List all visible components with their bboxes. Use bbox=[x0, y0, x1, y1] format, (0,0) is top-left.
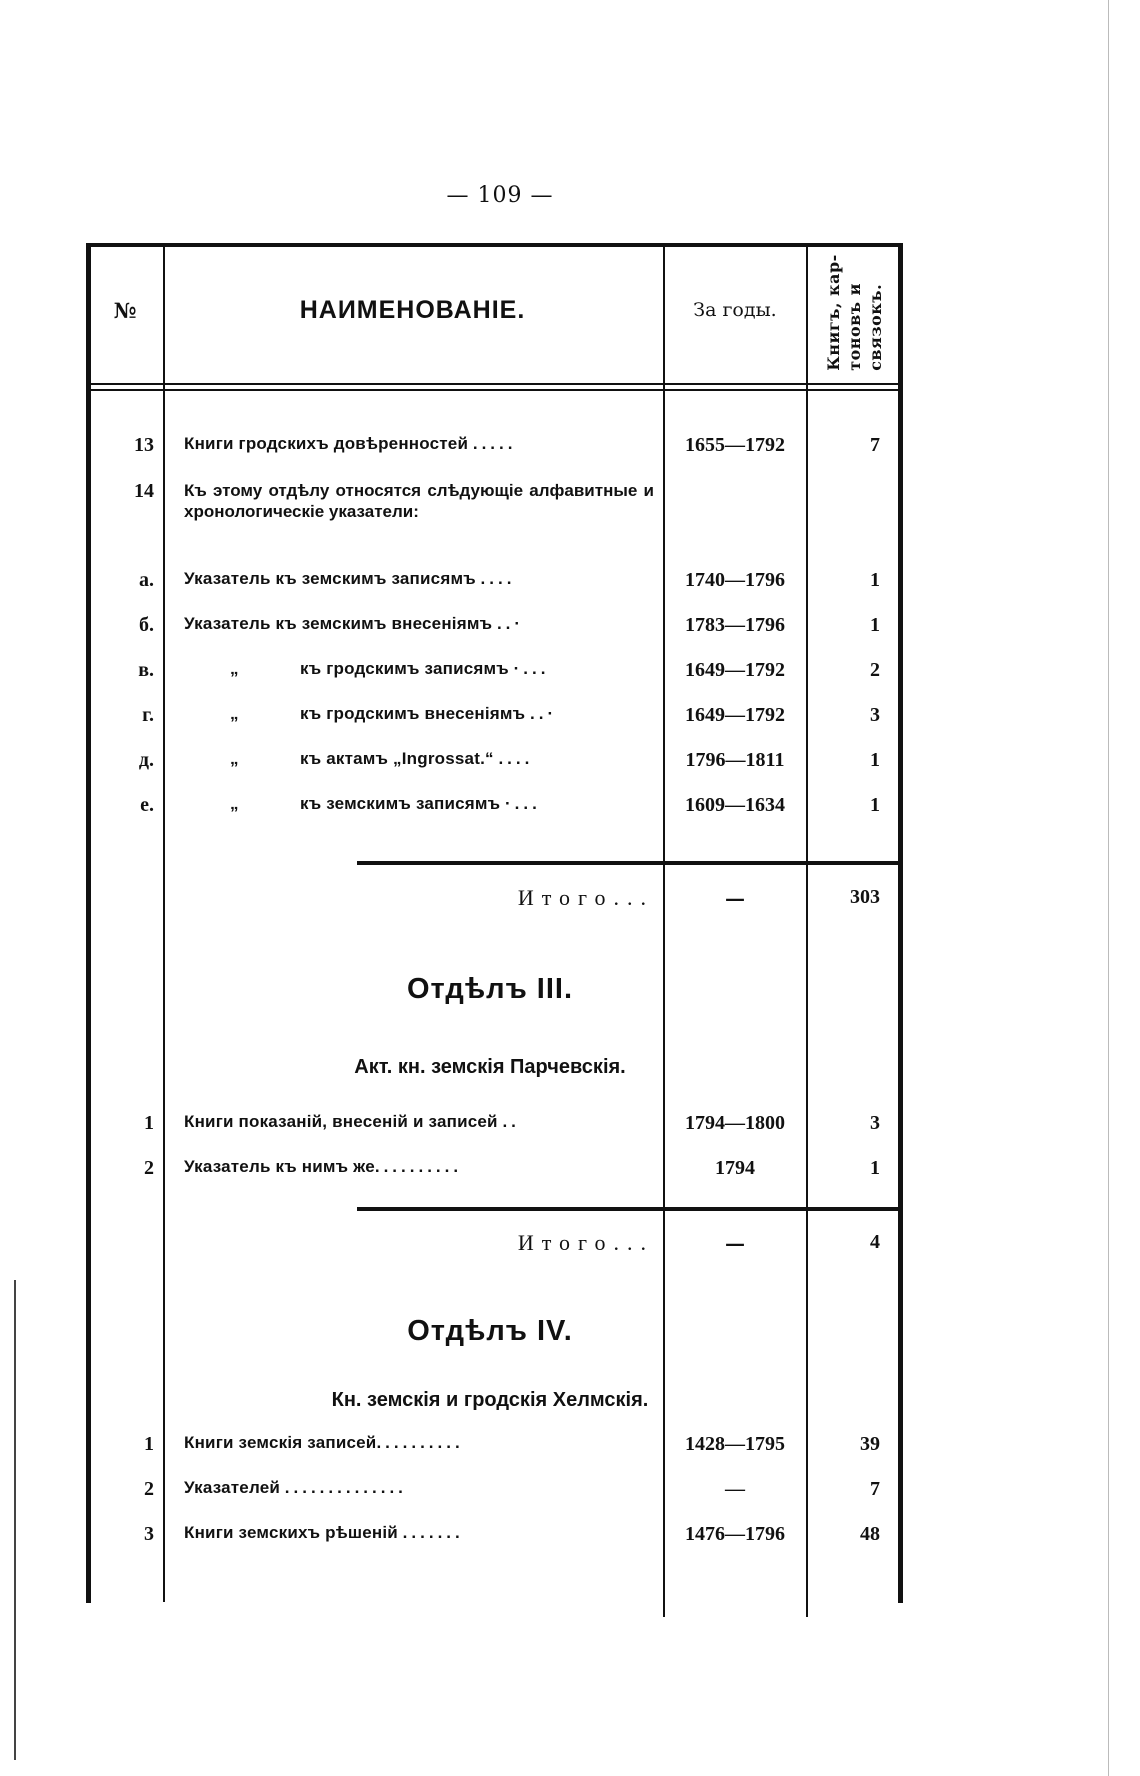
row-name bbox=[230, 704, 654, 724]
row-count: 1 bbox=[870, 569, 880, 591]
header-number: № bbox=[113, 297, 137, 323]
leader-dots: .. bbox=[502, 1112, 520, 1131]
ditto-mark: „ bbox=[230, 659, 239, 678]
row-name-text: къ земскимъ записямъ bbox=[300, 794, 501, 813]
row-name-text: Книги показаній, внесеній и записей bbox=[184, 1112, 498, 1131]
table-row bbox=[0, 569, 1140, 611]
row-years: 1649—1792 bbox=[685, 704, 785, 726]
header-divider-bottom bbox=[91, 389, 898, 391]
ditto-mark: „ bbox=[230, 794, 239, 813]
row-name-text: Книги гродскихъ довѣренностей bbox=[184, 434, 469, 453]
scan-edge-mark bbox=[1108, 0, 1109, 1776]
leader-dots: .......... bbox=[376, 1433, 464, 1452]
row-name bbox=[230, 794, 654, 814]
total-rule bbox=[357, 1207, 898, 1211]
leader-dots: ....... bbox=[402, 1523, 464, 1542]
scan-edge-mark bbox=[14, 1280, 16, 1760]
row-name bbox=[230, 659, 654, 679]
row-name bbox=[184, 1112, 654, 1132]
page-number: — 109 — bbox=[446, 183, 554, 208]
row-name bbox=[230, 749, 654, 769]
row-14-text: Къ этому отдѣлу относятся слѣдующіе алфавитные и хронологическіе указатели: bbox=[184, 481, 654, 521]
total-count: 303 bbox=[850, 886, 880, 908]
row-letter: в. bbox=[138, 659, 154, 681]
leader-dots: ·... bbox=[505, 794, 541, 813]
section-title: Отдѣлъ IV. bbox=[407, 1315, 573, 1347]
total-label: Итого... bbox=[517, 885, 654, 910]
row-years: 1783—1796 bbox=[685, 614, 785, 636]
header-years: За годы. bbox=[693, 299, 777, 321]
row-years: 1655—1792 bbox=[685, 434, 785, 456]
total-count: 4 bbox=[870, 1231, 880, 1253]
leader-dots: .............. bbox=[284, 1478, 407, 1497]
row-name-text: Книги земскія записей bbox=[184, 1433, 377, 1452]
leader-dots: .... bbox=[480, 569, 516, 588]
row-letter: г. bbox=[142, 704, 154, 726]
row-name-text: Указателей bbox=[184, 1478, 281, 1497]
row-name-text: Указатель къ нимъ же bbox=[184, 1157, 375, 1176]
row-name bbox=[184, 1157, 654, 1177]
row-letter: б. bbox=[139, 614, 154, 636]
row-name bbox=[184, 434, 654, 454]
table-row bbox=[0, 794, 1140, 836]
header-name: НАИМЕНОВАНІЕ. bbox=[299, 295, 526, 324]
header-count-line-2: тоновъ и bbox=[844, 283, 864, 371]
row-name bbox=[184, 614, 654, 634]
row-count: 3 bbox=[870, 1112, 880, 1134]
row-name bbox=[184, 569, 654, 589]
total-years: — bbox=[725, 1231, 745, 1255]
row-count: 2 bbox=[870, 659, 880, 681]
ditto-mark: „ bbox=[230, 704, 239, 723]
row-number: 14 bbox=[134, 480, 154, 502]
row-years: 1740—1796 bbox=[685, 569, 785, 591]
header-divider-top bbox=[91, 383, 898, 385]
row-number: 2 bbox=[144, 1157, 154, 1179]
row-name bbox=[184, 1478, 654, 1498]
header-count bbox=[808, 245, 900, 380]
table-row bbox=[0, 1523, 1140, 1565]
section-subtitle: Акт. кн. земскія Парчевскія. bbox=[354, 1056, 626, 1078]
table-row bbox=[0, 1112, 1140, 1154]
row-years: — bbox=[725, 1478, 745, 1500]
table-row bbox=[0, 749, 1140, 791]
ditto-mark: „ bbox=[230, 749, 239, 768]
section-subtitle: Кн. земскія и гродскія Хелмскія. bbox=[331, 1389, 649, 1411]
table-row bbox=[0, 1157, 1140, 1199]
row-name-text: къ гродскимъ внесеніямъ bbox=[300, 704, 526, 723]
row-years: 1476—1796 bbox=[685, 1523, 785, 1545]
row-name bbox=[184, 1433, 654, 1453]
table-row bbox=[0, 1433, 1140, 1475]
row-count: 1 bbox=[870, 794, 880, 816]
row-count: 1 bbox=[870, 614, 880, 636]
row-count: 1 bbox=[870, 749, 880, 771]
table-row bbox=[0, 614, 1140, 656]
row-number: 1 bbox=[144, 1112, 154, 1134]
leader-dots: ..· bbox=[496, 614, 525, 633]
row-letter: д. bbox=[138, 749, 154, 771]
row-letter: а. bbox=[139, 569, 154, 591]
row-letter: е. bbox=[140, 794, 154, 816]
row-name bbox=[184, 1523, 654, 1543]
leader-dots: .......... bbox=[374, 1157, 463, 1176]
total-label: Итого... bbox=[517, 1230, 654, 1255]
row-number: 1 bbox=[144, 1433, 154, 1455]
total-rule bbox=[357, 861, 898, 865]
row-count: 1 bbox=[870, 1157, 880, 1179]
row-years: 1609—1634 bbox=[685, 794, 785, 816]
section-title: Отдѣлъ III. bbox=[406, 973, 573, 1005]
row-name-text: Указатель къ земскимъ внесеніямъ bbox=[184, 614, 493, 633]
row-name-text: Указатель къ земскимъ записямъ bbox=[184, 569, 476, 588]
table-row bbox=[0, 704, 1140, 746]
row-years: 1796—1811 bbox=[685, 749, 785, 771]
header-count-line-3: связокъ. bbox=[865, 283, 885, 371]
header-count-rotated bbox=[823, 254, 886, 371]
row-name-text: къ гродскимъ записямъ bbox=[300, 659, 509, 678]
row-count: 7 bbox=[870, 434, 880, 456]
leader-dots: ..· bbox=[530, 704, 558, 723]
row-count: 7 bbox=[870, 1478, 880, 1500]
row-number: 13 bbox=[134, 434, 154, 456]
row-count: 3 bbox=[870, 704, 880, 726]
leader-dots: .... bbox=[498, 749, 534, 768]
row-years: 1649—1792 bbox=[685, 659, 785, 681]
leader-dots: ·... bbox=[513, 659, 550, 678]
row-count: 48 bbox=[860, 1523, 880, 1545]
row-name-text: къ актамъ „Ingrossat.“ bbox=[300, 749, 494, 768]
row-number: 2 bbox=[144, 1478, 154, 1500]
row-years: 1428—1795 bbox=[685, 1433, 785, 1455]
row-years: 1794—1800 bbox=[685, 1112, 785, 1134]
leader-dots: ..... bbox=[472, 434, 517, 453]
row-number: 3 bbox=[144, 1523, 154, 1545]
header-count-line-1: Книгъ, кар- bbox=[823, 254, 843, 371]
table-row bbox=[0, 659, 1140, 701]
row-name-text: Книги земскихъ рѣшеній bbox=[184, 1523, 398, 1542]
table-row bbox=[0, 434, 1140, 476]
row-count: 39 bbox=[860, 1433, 880, 1455]
total-years: — bbox=[725, 886, 745, 910]
table-row bbox=[0, 1478, 1140, 1520]
row-years: 1794 bbox=[715, 1157, 755, 1179]
